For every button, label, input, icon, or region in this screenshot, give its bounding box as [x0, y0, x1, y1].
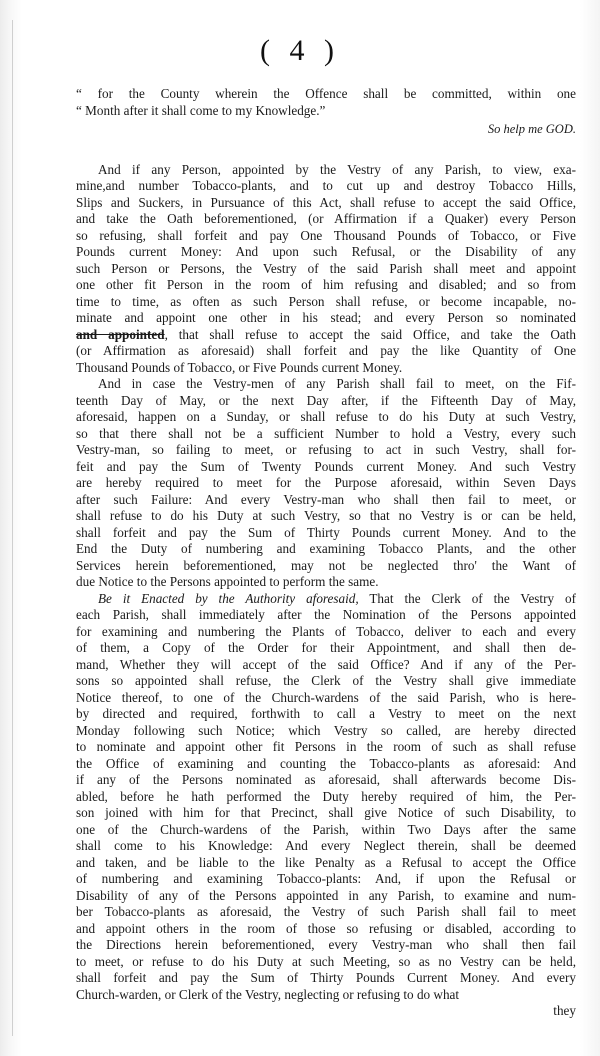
paragraph-line: And if any Person, appointed by the Vestry of any Parish, to view, exa-	[98, 161, 576, 177]
paragraph-line	[76, 591, 576, 608]
paragraph-clerk-duty	[76, 591, 576, 1004]
paragraph-line: ber Tobacco-plants as aforesaid, the Vestry of such Parish shall fail to meet	[76, 904, 576, 919]
enacting-clause: Be it Enacted by the Authority aforesaid,	[98, 590, 359, 606]
paragraph-line: and taken, and be liable to the like Penalty as a Refusal to accept the Office	[76, 854, 576, 870]
paragraph-line: son joined with him for that Precinct, shall give Notice of such Disability, to	[76, 805, 576, 820]
paragraph-line: shall come to his Knowledge: And every Neglect therein, shall be deemed	[76, 838, 576, 853]
paragraph-line: the Directions herein beforementioned, every Vestry-man who shall then fail	[76, 937, 576, 952]
paragraph-line: so refusing, shall forfeit and pay One Thousand Pounds of Tobacco, or Five	[76, 227, 576, 243]
paragraph-line: and take the Oath beforementioned, (or Affirmation if a Quaker) every Person	[76, 211, 576, 226]
paragraph-line: time to time, as often as such Person shall refuse, or become incapable, no-	[76, 293, 576, 309]
paragraph-line: teenth Day of May, or the next Day after, if the Fifteenth Day of May,	[76, 392, 576, 408]
paragraph-line: so that there shall not be a sufficient Number to hold a Vestry, every such	[76, 425, 576, 441]
paragraph-line: Slips and Suckers, in Pursuance of this Act, shall refuse to accept the said Office,	[76, 194, 576, 210]
paragraph-line: are hereby required to meet for the Purpose aforesaid, within Seven Days	[76, 475, 576, 490]
oath-signature: So help me GOD.	[487, 122, 576, 136]
paragraph-line: aforesaid, happen on a Sunday, or shall refuse to do his Duty at such Vestry,	[76, 409, 576, 424]
paragraph-line: Disability of any of the Persons appointed in any Parish, to examine and num-	[76, 887, 576, 903]
catchword: they	[553, 1003, 576, 1018]
quote-line-1: “ for the County wherein the Offence shall be committed, within one	[76, 86, 576, 101]
paragraph-line: Thousand Pounds of Tobacco, or Five Pounds current Money.	[76, 359, 403, 375]
paragraph-line: by directed and required, forthwith to call a Vestry to meet on the next	[76, 706, 576, 721]
page-edge-shadow	[12, 20, 13, 1036]
paragraph-line: (or Affirmation as aforesaid) shall forfeit and pay the like Quantity of One	[76, 343, 576, 358]
paragraph-line: mine,and number Tobacco-plants, and to cut up and destroy Tobacco Hills,	[76, 178, 576, 193]
paragraph-line: the Office of examining and counting the Tobacco-plants as aforesaid: And	[76, 755, 576, 771]
paragraph-line: each Parish, shall immediately after the Nomination of the Persons appointed	[76, 607, 576, 622]
paragraph-line: one other fit Person in the room of him refusing and disabled; and so from	[76, 277, 576, 292]
paragraph-line: to nominate and appoint other fit Persons in the room of such as shall refuse	[76, 739, 576, 754]
quote-line-2: “ Month after it shall come to my Knowledge.”	[76, 102, 326, 118]
paragraph-line: mand, Whether they will accept of the said Office? And if any of the Per-	[76, 656, 576, 672]
paragraph-line: shall forfeit and pay the Sum of Thirty Pounds Current Money. And every	[76, 970, 576, 985]
paragraph-line: and appoint others in the room of those so refusing or disabled, according to	[76, 920, 576, 936]
paragraph-line: sons so appointed shall refuse, the Clerk of the Vestry shall give immediate	[76, 673, 576, 688]
paragraph-line: one of the Church-wardens of the Parish, within Two Days after the same	[76, 821, 576, 837]
paragraph-line: such Person or Persons, the Vestry of the said Parish shall meet and appoint	[76, 260, 576, 276]
paragraph-line: after such Failure: And every Vestry-man who shall then fail to meet, or	[76, 491, 576, 507]
paragraph-line: Monday following such Notice; which Vestry so called, are hereby directed	[76, 722, 576, 738]
document-body	[76, 86, 576, 1020]
paragraph-line: abled, before he hath performed the Duty hereby required of him, the Per-	[76, 788, 576, 804]
paragraph-line: feit and pay the Sum of Twenty Pounds current Money. And such Vestry	[76, 458, 576, 474]
paragraph-line: Church-warden, or Clerk of the Vestry, neglecting or refusing to do what	[76, 986, 460, 1002]
paragraph-line: shall forfeit and pay the Sum of Thirty Pounds current Money. And to the	[76, 524, 576, 540]
struck-text: and appointed	[76, 326, 165, 342]
paragraph-line: for examining and numbering the Plants of Tobacco, deliver to each and every	[76, 623, 576, 639]
paragraph-vestry-refusal	[76, 162, 576, 377]
paragraph-line: Services herein beforementioned, may not be neglected thro' the Want of	[76, 557, 576, 573]
paragraph-line: Notice thereof, to one of the Church-wardens of the said Parish, who is here-	[76, 689, 576, 705]
page-number: ( 4 )	[260, 34, 340, 67]
paragraph-line: and appointed, that shall refuse to accept the said Office, and take the Oath	[76, 326, 576, 342]
paragraph-line: due Notice to the Persons appointed to perform the same.	[76, 574, 379, 589]
paragraph-line-text: That the Clerk of the Vestry of	[358, 590, 576, 606]
paragraph-line: of them, a Copy of the Order for their Appointment, and shall then de-	[76, 640, 576, 655]
paragraph-vestry-meeting	[76, 376, 576, 591]
paragraph-line: if any of the Persons nominated as aforesaid, shall afterwards become Dis-	[76, 772, 576, 787]
paragraph-line: of numbering and examining Tobacco-plants: And, if upon the Refusal or	[76, 871, 576, 886]
paragraph-line: to meet, or refuse to do his Duty at such Meeting, so as no Vestry can be held,	[76, 953, 576, 969]
paragraph-line: And in case the Vestry-men of any Parish shall fail to meet, on the Fif-	[98, 376, 576, 391]
paragraph-line: shall refuse to do his Duty at such Vestry, so that no Vestry is or can be held,	[76, 508, 576, 523]
paragraph-line: Pounds current Money: And upon such Refusal, or the Disability of any	[76, 244, 576, 259]
paragraph-line: minate and appoint one other in his stead; and every Person so nominated	[76, 310, 576, 325]
paragraph-line: End the Duty of numbering and examining Tobacco Plants, and the other	[76, 541, 576, 556]
paragraph-line: Vestry-man, so failing to meet, or refusing to act in such Vestry, shall for-	[76, 442, 576, 457]
